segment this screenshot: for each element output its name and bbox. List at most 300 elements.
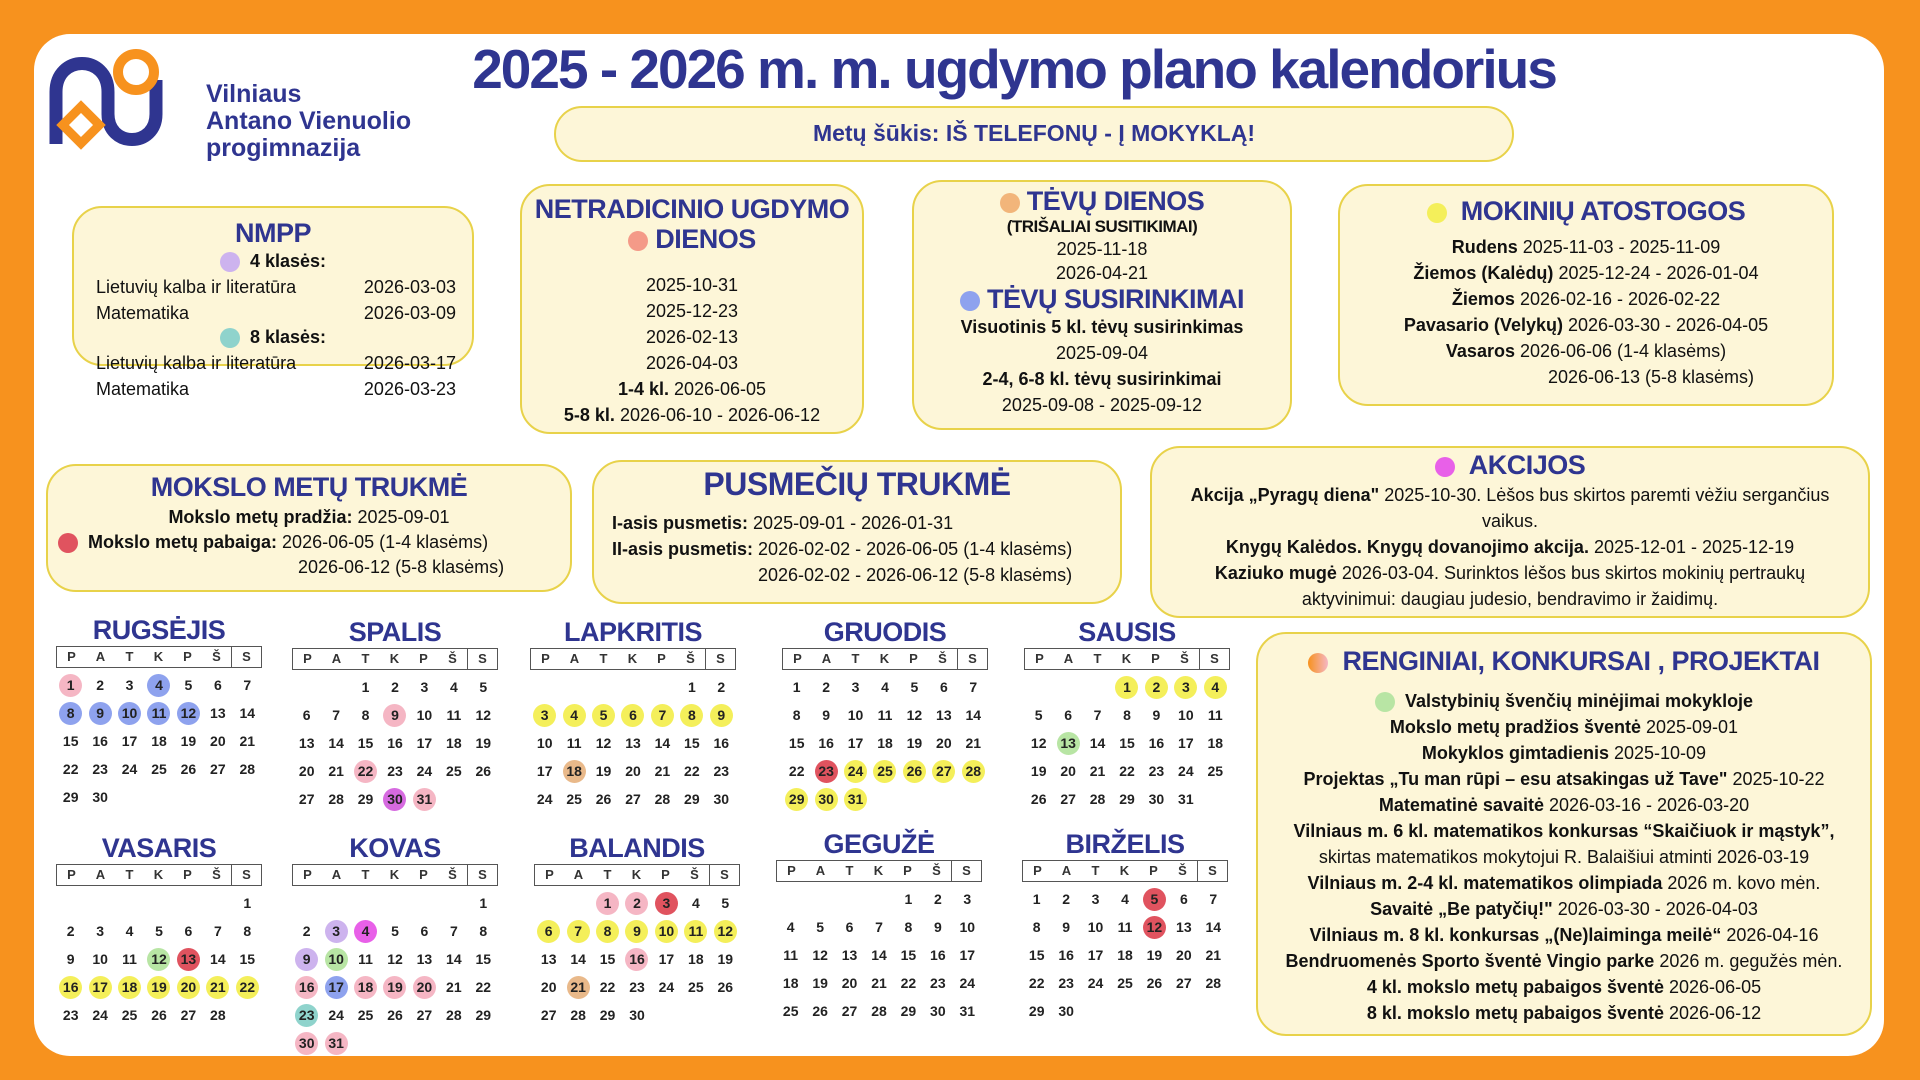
day-cell: 20 [540, 978, 557, 995]
month-geguze [776, 828, 982, 1025]
day-cell: 25 [782, 1002, 799, 1019]
day-cell: 31 [959, 1002, 976, 1019]
day-cell: 15 [788, 734, 805, 751]
day-cell: 4 [563, 704, 586, 727]
day-cell: 14 [446, 950, 462, 967]
day-cell: 20 [177, 976, 200, 999]
day-cell: 13 [416, 950, 433, 967]
month-sausis [1024, 616, 1230, 813]
nmpp-8-list: Lietuvių kalba ir literatūra 2026-03-17 Matematika 2026-03-23 [96, 353, 456, 399]
day-cell: 20 [625, 762, 641, 779]
day-cell: 13 [210, 704, 226, 721]
day-cell: 14 [654, 734, 671, 751]
day-cell: 22 [475, 978, 492, 995]
day-cell: 5 [1034, 706, 1043, 723]
day-cell: 15 [475, 950, 492, 967]
red-dot-icon [58, 533, 78, 553]
day-cell: 3 [533, 704, 556, 727]
day-cell: 29 [475, 1006, 492, 1023]
weekday-label: Š [1180, 651, 1189, 666]
day-cell: 30 [92, 788, 108, 805]
day-cell: 17 [959, 946, 976, 963]
day-cell: 12 [714, 920, 737, 943]
day-cell: 4 [147, 674, 170, 697]
day-cell: 21 [446, 978, 462, 995]
month-name: KOVAS [349, 833, 441, 863]
day-grid [530, 673, 736, 813]
day-cell: 10 [536, 734, 553, 751]
day-cell: 5 [910, 678, 919, 695]
day-cell: 17 [536, 762, 553, 779]
day-cell: 28 [446, 1006, 462, 1023]
day-cell: 4 [881, 678, 889, 695]
day-cell: 31 [413, 788, 436, 811]
day-cell: 19 [383, 976, 406, 999]
day-cell: 23 [387, 762, 403, 779]
day-cell: 1 [243, 894, 252, 911]
day-grid [782, 673, 988, 813]
weekday-label: P [541, 651, 550, 666]
day-cell: 15 [357, 734, 374, 751]
weekday-label: S [231, 865, 261, 885]
calendar-sheet [34, 34, 1884, 1056]
weekday-label: Š [448, 651, 457, 666]
weekday-label: Š [448, 867, 457, 882]
day-cell: 24 [536, 790, 553, 807]
day-cell: 13 [1176, 918, 1192, 935]
day-cell: 16 [295, 976, 318, 999]
day-grid [292, 889, 498, 1056]
day-cell: 14 [871, 946, 887, 963]
day-cell: 5 [155, 922, 163, 939]
day-cell: 8 [59, 702, 82, 725]
day-cell: 7 [1093, 706, 1102, 723]
day-cell: 2 [1145, 676, 1168, 699]
day-cell: 12 [387, 950, 403, 967]
day-cell: 11 [446, 706, 462, 723]
day-cell: 29 [62, 788, 79, 805]
day-cell: 25 [688, 978, 704, 995]
day-cell: 7 [969, 678, 978, 695]
day-cell: 10 [847, 706, 864, 723]
day-grid [534, 889, 740, 1029]
day-cell: 19 [595, 762, 612, 779]
weekday-label: A [1061, 863, 1072, 878]
weekday-header [292, 864, 498, 886]
day-cell: 9 [710, 704, 733, 727]
day-cell: 15 [1119, 734, 1135, 751]
day-cell: 9 [1062, 918, 1071, 935]
renginys-row: Mokyklos gimtadienis 2025-10-09 [1421, 743, 1707, 763]
day-cell: 6 [537, 920, 560, 943]
school-logo [48, 44, 412, 162]
day-cell: 3 [1091, 890, 1100, 907]
day-cell: 14 [239, 704, 256, 721]
day-cell: 29 [1028, 1002, 1045, 1019]
day-cell: 25 [446, 762, 462, 779]
day-cell: 19 [475, 734, 492, 751]
day-cell: 9 [625, 920, 648, 943]
trukme-title: MOKSLO METŲ TRUKMĖ [150, 472, 468, 502]
day-cell: 11 [147, 702, 170, 725]
day-cell: 7 [243, 676, 252, 693]
renginys-row: Projektas „Tu man rūpi – esu atsakingas už Tave" 2025-10-22 [1303, 769, 1825, 789]
weekday-label: T [1093, 651, 1102, 666]
day-cell: 2 [1062, 890, 1071, 907]
day-cell: 10 [416, 706, 433, 723]
day-cell: 17 [658, 950, 675, 967]
day-cell: 24 [92, 1006, 108, 1023]
day-cell: 11 [684, 920, 707, 943]
day-cell: 7 [213, 922, 222, 939]
day-cell: 21 [328, 762, 344, 779]
netradicinio-title: NETRADICINIO UGDYMO [534, 194, 850, 224]
day-cell: 22 [900, 974, 917, 991]
day-cell: 10 [118, 702, 141, 725]
weekday-label: T [599, 651, 608, 666]
weekday-label: P [909, 651, 918, 666]
netradicinio-box: NETRADICINIO UGDYMO DIENOS 2025-10-31 2025-12-23 2026-02-13 2026-04-03 1-4 kl. 2026-06-05 5-8 kl. 2026-06-10 - 2026-06-12 [520, 184, 864, 434]
weekday-label: K [389, 651, 400, 666]
day-cell: 12 [475, 706, 492, 723]
slogan-banner [554, 106, 1514, 162]
day-cell: 18 [1207, 734, 1224, 751]
nmpp-4-list: Lietuvių kalba ir literatūra 2026-03-03 Matematika 2026-03-09 [96, 277, 456, 323]
day-cell: 15 [599, 950, 616, 967]
day-cell: 6 [845, 918, 854, 935]
weekday-header [292, 648, 498, 670]
month-rugsejis [56, 614, 262, 811]
weekday-label: P [67, 649, 76, 664]
weekday-label: P [183, 867, 192, 882]
renginys-row: Bendruomenės Sporto šventė Vingio parke 2026 m. gegužės mėn. [1285, 951, 1843, 971]
day-cell: 27 [180, 1006, 197, 1023]
day-cell: 4 [691, 894, 700, 911]
month-name: BIRŽELIS [1065, 829, 1185, 859]
day-cell: 2 [717, 678, 726, 695]
day-cell: 8 [243, 922, 252, 939]
pusmeciu-title: PUSMEČIŲ TRUKMĖ [703, 466, 1011, 502]
month-name: BALANDIS [569, 833, 705, 863]
day-cell: 30 [1148, 790, 1165, 807]
lilac-dot-icon [220, 252, 240, 272]
day-cell: 23 [930, 974, 946, 991]
day-cell: 25 [357, 1006, 374, 1023]
day-cell: 24 [658, 978, 675, 995]
day-cell: 26 [903, 760, 926, 783]
day-cell: 29 [684, 790, 700, 807]
day-cell: 4 [354, 920, 377, 943]
day-cell: 12 [595, 734, 612, 751]
day-cell: 6 [184, 922, 193, 939]
day-cell: 29 [357, 790, 374, 807]
month-kovas [292, 832, 498, 1056]
day-cell: 10 [92, 950, 108, 967]
day-cell: 28 [328, 790, 344, 807]
day-cell: 3 [1174, 676, 1197, 699]
day-cell: 22 [354, 760, 377, 783]
day-cell: 26 [595, 790, 612, 807]
day-cell: 13 [177, 948, 200, 971]
day-cell: 26 [812, 1002, 828, 1019]
weekday-label: P [419, 651, 428, 666]
day-cell: 16 [1058, 946, 1074, 963]
day-cell: 27 [932, 760, 955, 783]
day-grid [56, 889, 262, 1029]
day-cell: 2 [96, 676, 105, 693]
day-cell: 8 [479, 922, 488, 939]
day-cell: 9 [295, 948, 318, 971]
day-cell: 19 [906, 734, 923, 751]
day-cell: 20 [298, 762, 315, 779]
month-spalis [292, 616, 498, 813]
day-cell: 31 [844, 788, 867, 811]
day-cell: 4 [449, 678, 458, 695]
day-cell: 16 [930, 946, 946, 963]
day-cell: 11 [783, 946, 799, 963]
weekday-label: T [361, 867, 370, 882]
weekday-label: K [153, 867, 164, 882]
day-cell: 23 [713, 762, 730, 779]
day-cell: 28 [1089, 790, 1106, 807]
day-cell: 15 [239, 950, 256, 967]
day-cell: 13 [625, 734, 641, 751]
day-cell: 18 [354, 976, 377, 999]
weekday-label: K [153, 649, 164, 664]
day-cell: 9 [933, 918, 942, 935]
weekday-header [776, 860, 982, 882]
day-cell: 12 [1030, 734, 1047, 751]
day-cell: 10 [655, 920, 678, 943]
day-cell: 10 [959, 918, 976, 935]
page-title: 2025 - 2026 m. m. ugdymo plano kalendorius [472, 38, 1556, 100]
day-cell: 13 [298, 734, 315, 751]
weekday-label: T [603, 867, 612, 882]
month-name: RUGSĖJIS [92, 615, 226, 645]
day-cell: 15 [1028, 946, 1045, 963]
weekday-label: T [125, 867, 134, 882]
month-name: LAPKRITIS [563, 617, 702, 647]
renginiai-title: RENGINIAI, KONKURSAI , PROJEKTAI [1342, 646, 1820, 676]
day-cell: 21 [206, 976, 229, 999]
day-cell: 1 [361, 678, 370, 695]
day-grid [1024, 673, 1230, 813]
day-cell: 26 [717, 978, 734, 995]
day-cell: 30 [295, 1032, 318, 1055]
day-cell: 6 [621, 704, 644, 727]
weekday-header [782, 648, 988, 670]
day-cell: 16 [1148, 734, 1165, 751]
day-cell: 30 [713, 790, 730, 807]
day-cell: 18 [118, 976, 141, 999]
weekday-label: Š [938, 651, 947, 666]
gradient-dot-icon [1308, 653, 1328, 673]
teal-dot-icon [220, 328, 240, 348]
day-cell: 22 [684, 762, 700, 779]
month-name: SAUSIS [1078, 617, 1176, 647]
day-cell: 22 [788, 762, 805, 779]
day-cell: 7 [449, 922, 458, 939]
day-cell: 17 [1087, 946, 1104, 963]
weekday-label: P [183, 649, 192, 664]
day-cell: 14 [210, 950, 226, 967]
renginys-row: Valstybinių švenčių minėjimai mokykloje [1258, 688, 1870, 714]
day-cell: 17 [416, 734, 433, 751]
day-cell: 25 [873, 760, 896, 783]
tevu-box: TĖVŲ DIENOS (TRIŠALIAI SUSITIKIMAI) 2025-11-18 2026-04-21 TĖVŲ SUSIRINKIMAI Visuotinis 5 kl. tėvų susirinkimas 2025-09-04 2-4, 6-8 kl. tėvų susirinkimai 2025-09-08 - 2025-09-12 [912, 180, 1292, 430]
renginys-row: Vilniaus m. 6 kl. matematikos konkursas “Skaičiuok ir mąstyk”, [1293, 821, 1835, 841]
weekday-header [530, 648, 736, 670]
green-dot-icon [1375, 692, 1395, 712]
day-cell: 6 [420, 922, 429, 939]
day-cell: 10 [1087, 918, 1104, 935]
renginys-row: Mokslo metų pradžios šventė 2025-09-01 [1389, 717, 1739, 737]
logo-text: Vilniaus Antano Vienuolio progimnazija [206, 80, 412, 162]
weekday-label: P [303, 651, 312, 666]
day-cell: 28 [871, 1002, 887, 1019]
day-cell: 9 [822, 706, 831, 723]
day-cell: 5 [592, 704, 615, 727]
day-cell: 10 [325, 948, 348, 971]
nmpp-box: NMPP 4 klasės: Lietuvių kalba ir literatūra 2026-03-03 Matematika 2026-03-09 8 klasės: Lietuvių kalba ir literatūra 2026-03-17 Matematika 2026-03-23 [72, 206, 474, 366]
weekday-label: A [569, 651, 580, 666]
day-cell: 16 [818, 734, 834, 751]
day-cell: 28 [1205, 974, 1222, 991]
day-cell: 24 [959, 974, 976, 991]
day-grid [1022, 885, 1228, 1025]
day-cell: 2 [302, 922, 311, 939]
day-cell: 23 [62, 1006, 79, 1023]
day-cell: 20 [936, 734, 952, 751]
month-name: SPALIS [348, 617, 442, 647]
renginys-row: Savaitė „Be patyčių!" 2026-03-30 - 2026-04-03 [1370, 899, 1758, 919]
weekday-label: S [709, 865, 739, 885]
day-cell: 3 [420, 678, 429, 695]
day-cell: 23 [1148, 762, 1165, 779]
weekday-label: T [125, 649, 134, 664]
day-cell: 14 [328, 734, 344, 751]
day-cell: 6 [1179, 890, 1188, 907]
weekday-header [56, 864, 262, 886]
day-cell: 6 [939, 678, 948, 695]
day-cell: 20 [210, 732, 226, 749]
day-cell: 23 [92, 760, 108, 777]
day-cell: 2 [933, 890, 942, 907]
day-cell: 9 [66, 950, 75, 967]
renginys-row: skirtas matematikos mokytojui R. Balaišiui atminti 2026-03-19 [1318, 847, 1810, 867]
day-cell: 14 [1089, 734, 1106, 751]
day-cell: 16 [387, 734, 403, 751]
day-cell: 15 [684, 734, 700, 751]
day-cell: 25 [1207, 762, 1224, 779]
day-cell: 5 [1143, 888, 1166, 911]
day-cell: 28 [654, 790, 671, 807]
day-cell: 21 [965, 734, 982, 751]
day-cell: 16 [92, 732, 108, 749]
atostogos-list: Rudens 2025-11-03 - 2025-11-09 Žiemos (Kalėdų) 2025-12-24 - 2026-01-04 Žiemos 2026-02-16 - 2026-02-22 Pavasario (Velykų) 2026-03-30 - 2026-04-05 Vasaros 2026-06-06 (1-4 klasėms) 2026-06-13 (5-8 klasėms) [1403, 237, 1769, 387]
day-cell: 4 [1121, 890, 1129, 907]
day-cell: 9 [383, 704, 406, 727]
day-cell: 19 [717, 950, 734, 967]
day-grid [56, 671, 262, 811]
day-cell: 5 [721, 894, 730, 911]
day-cell: 8 [680, 704, 703, 727]
day-cell: 5 [479, 678, 488, 695]
renginys-row: 8 kl. mokslo metų pabaigos šventė 2026-06-12 [1366, 1003, 1762, 1023]
day-cell: 23 [295, 1004, 318, 1027]
day-cell: 27 [841, 1002, 858, 1019]
renginys-row: Matematinė savaitė 2026-03-16 - 2026-03-20 [1378, 795, 1750, 815]
weekday-label: S [705, 649, 735, 669]
weekday-label: Š [1178, 863, 1187, 878]
day-cell: 1 [687, 678, 696, 695]
weekday-label: A [821, 651, 832, 666]
weekday-header [534, 864, 740, 886]
day-cell: 13 [841, 946, 858, 963]
day-cell: 30 [1058, 1002, 1074, 1019]
day-cell: 4 [786, 918, 795, 935]
susirinkimai-title: TĖVŲ SUSIRINKIMAI [986, 284, 1245, 314]
day-cell: 23 [1058, 974, 1074, 991]
month-balandis [534, 832, 740, 1029]
atostogos-title: MOKINIŲ ATOSTOGOS [1460, 196, 1746, 226]
day-cell: 28 [570, 1006, 586, 1023]
month-lapkritis [530, 616, 736, 813]
day-cell: 12 [177, 702, 200, 725]
weekday-label: Š [212, 867, 221, 882]
day-cell: 28 [962, 760, 985, 783]
day-cell: 1 [904, 890, 913, 907]
weekday-label: A [331, 651, 342, 666]
weekday-header [1024, 648, 1230, 670]
day-cell: 11 [1207, 706, 1223, 723]
day-cell: 18 [877, 734, 893, 751]
weekday-label: P [661, 867, 670, 882]
weekday-label: P [903, 863, 912, 878]
weekday-label: Š [690, 867, 699, 882]
day-cell: 1 [1115, 676, 1138, 699]
logo-mark-icon [48, 44, 168, 154]
weekday-label: K [879, 651, 890, 666]
day-cell: 18 [782, 974, 799, 991]
weekday-label: A [95, 867, 106, 882]
day-cell: 5 [816, 918, 825, 935]
day-cell: 27 [540, 1006, 557, 1023]
day-cell: 11 [877, 706, 893, 723]
day-cell: 4 [1204, 676, 1227, 699]
weekday-header [56, 646, 262, 668]
day-cell: 26 [151, 1006, 167, 1023]
month-gruodis [782, 616, 988, 813]
day-cell: 8 [596, 920, 619, 943]
day-cell: 22 [1119, 762, 1135, 779]
month-name: GRUODIS [823, 617, 947, 647]
day-cell: 24 [416, 762, 433, 779]
day-cell: 25 [121, 1006, 138, 1023]
weekday-label: S [957, 649, 987, 669]
weekday-label: P [419, 867, 428, 882]
weekday-label: S [231, 647, 261, 667]
day-cell: 17 [325, 976, 348, 999]
day-cell: 18 [446, 734, 462, 751]
month-birzelis [1022, 828, 1228, 1025]
day-cell: 8 [361, 706, 370, 723]
renginys-row: Vilniaus m. 8 kl. konkursas „(Ne)laiminga meilė“ 2026-04-16 [1309, 925, 1819, 945]
day-cell: 21 [654, 762, 671, 779]
day-cell: 20 [1176, 946, 1192, 963]
day-cell: 20 [1060, 762, 1076, 779]
month-name: GEGUŽĖ [823, 829, 935, 859]
